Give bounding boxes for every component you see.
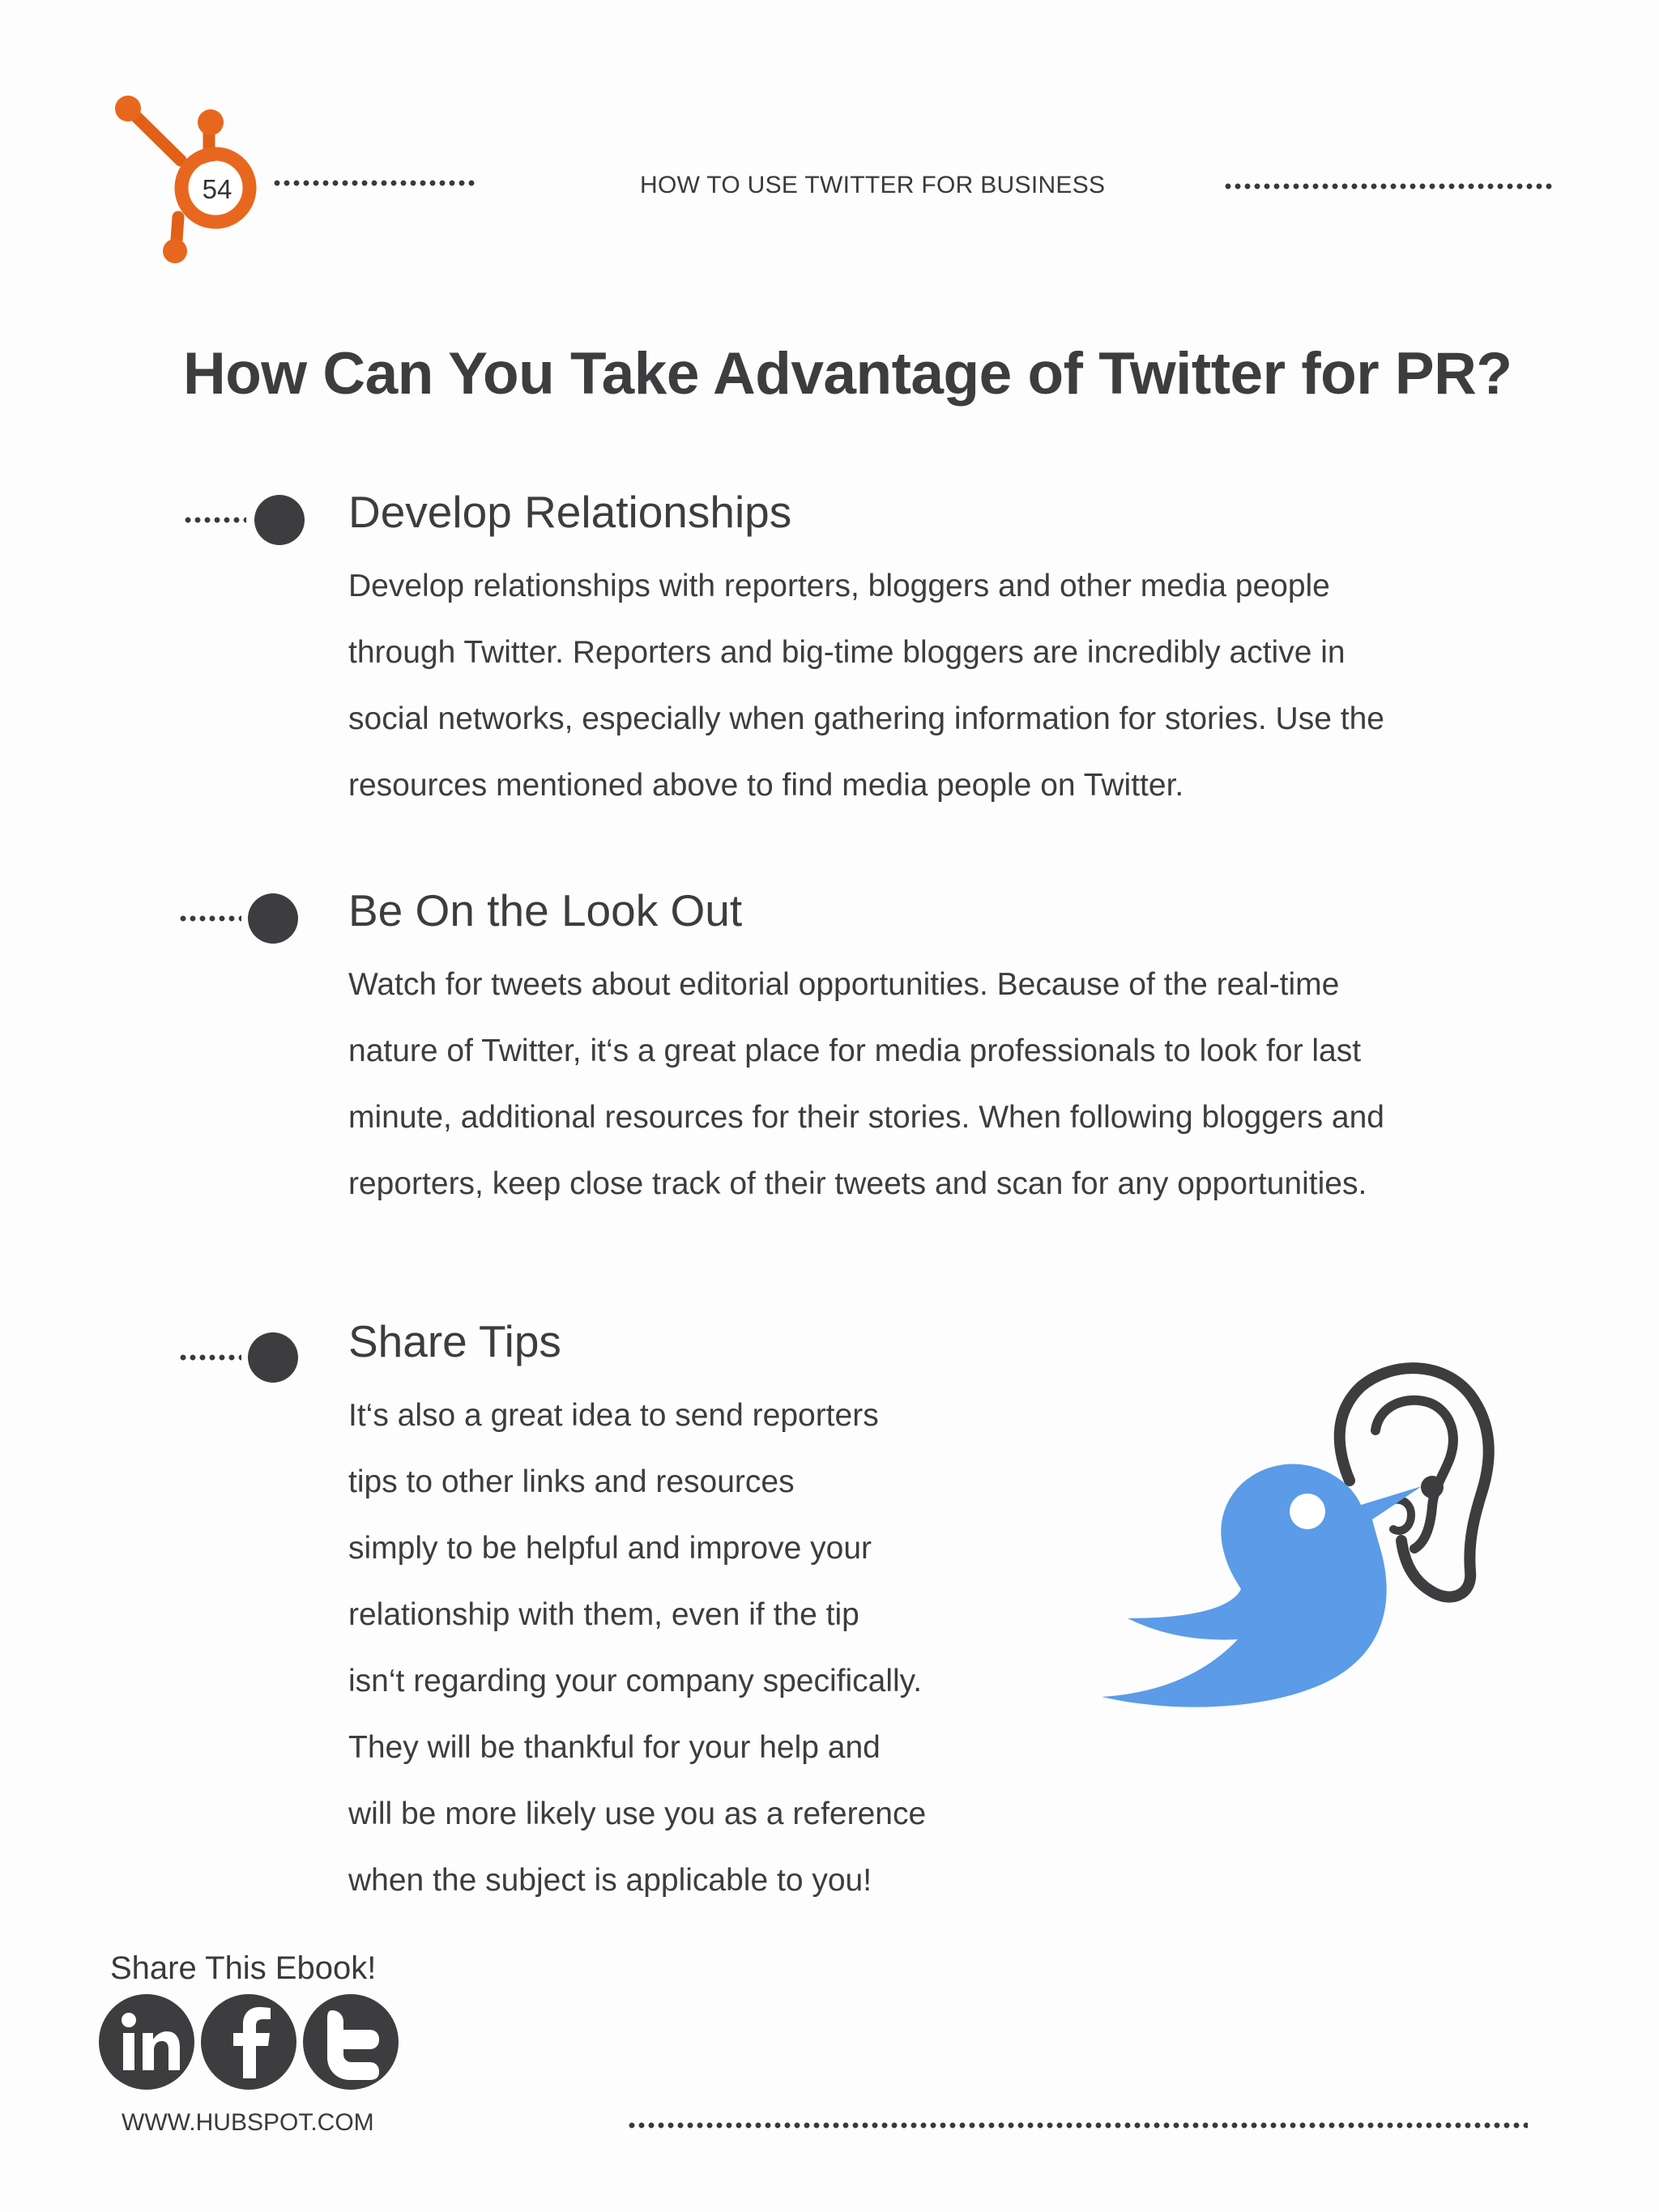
footer-url[interactable]: WWW.HUBSPOT.COM bbox=[122, 2109, 374, 2136]
section-3-line: They will be thankful for your help and bbox=[348, 1730, 881, 1765]
section-1-line: through Twitter. Reporters and big-time bloggers are incredibly active in bbox=[348, 635, 1346, 670]
section-3-body bbox=[348, 1383, 926, 1914]
header-dotted-rule-left bbox=[272, 180, 476, 186]
header-dotted-rule-right bbox=[1223, 183, 1555, 190]
share-ebook-label: Share This Ebook! bbox=[110, 1950, 377, 1986]
section-2-bullet-dots bbox=[178, 915, 241, 922]
section-2-heading: Be On the Look Out bbox=[348, 885, 743, 936]
section-3-bullet bbox=[248, 1332, 298, 1383]
section-1-line: Develop relationships with reporters, bloggers and other media people bbox=[348, 569, 1330, 603]
page-title: How Can You Take Advantage of Twitter for PR? bbox=[183, 341, 1512, 407]
section-2-body bbox=[348, 952, 1384, 1217]
linkedin-icon bbox=[99, 1994, 194, 2090]
section-3-heading: Share Tips bbox=[348, 1316, 561, 1366]
section-2-line: minute, additional resources for their stories. When following bloggers and bbox=[348, 1100, 1385, 1135]
twitter-share-button[interactable] bbox=[303, 1994, 399, 2090]
header-title: HOW TO USE TWITTER FOR BUSINESS bbox=[640, 172, 1106, 198]
section-3-line: It‘s also a great idea to send reporters bbox=[348, 1398, 879, 1433]
linkedin-share-button[interactable] bbox=[99, 1994, 194, 2090]
section-1-bullet bbox=[254, 495, 305, 545]
section-3-line: relationship with them, even if the tip bbox=[348, 1597, 859, 1632]
section-1-body bbox=[348, 553, 1384, 819]
section-2-line: nature of Twitter, it‘s a great place for media professionals to look for last bbox=[348, 1034, 1362, 1068]
section-3-line: tips to other links and resources bbox=[348, 1464, 795, 1499]
section-2-line: reporters, keep close track of their tweets and scan for any opportunities. bbox=[348, 1166, 1367, 1201]
section-1-line: resources mentioned above to find media people on Twitter. bbox=[348, 768, 1184, 803]
page-number: 54 bbox=[202, 174, 232, 204]
section-3-line: when the subject is applicable to you! bbox=[348, 1863, 872, 1898]
section-2-bullet bbox=[248, 893, 298, 944]
section-1-line: social networks, especially when gathering information for stories. Use the bbox=[348, 701, 1384, 736]
section-3-line: simply to be helpful and improve your bbox=[348, 1531, 872, 1566]
facebook-share-button[interactable] bbox=[201, 1994, 296, 2090]
section-1-bullet-dots bbox=[183, 517, 246, 523]
facebook-icon bbox=[201, 1994, 296, 2090]
section-3-bullet-dots bbox=[178, 1354, 241, 1361]
section-1-heading: Develop Relationships bbox=[348, 487, 792, 537]
bird-listening-ear-icon bbox=[1094, 1328, 1531, 1782]
section-2-line: Watch for tweets about editorial opportunities. Because of the real-time bbox=[348, 967, 1340, 1002]
twitter-icon bbox=[303, 1994, 399, 2090]
section-3-line: isn‘t regarding your company specifically. bbox=[348, 1664, 923, 1698]
section-3-line: will be more likely use you as a reference bbox=[348, 1796, 927, 1831]
footer-dotted-rule bbox=[627, 2122, 1528, 2129]
